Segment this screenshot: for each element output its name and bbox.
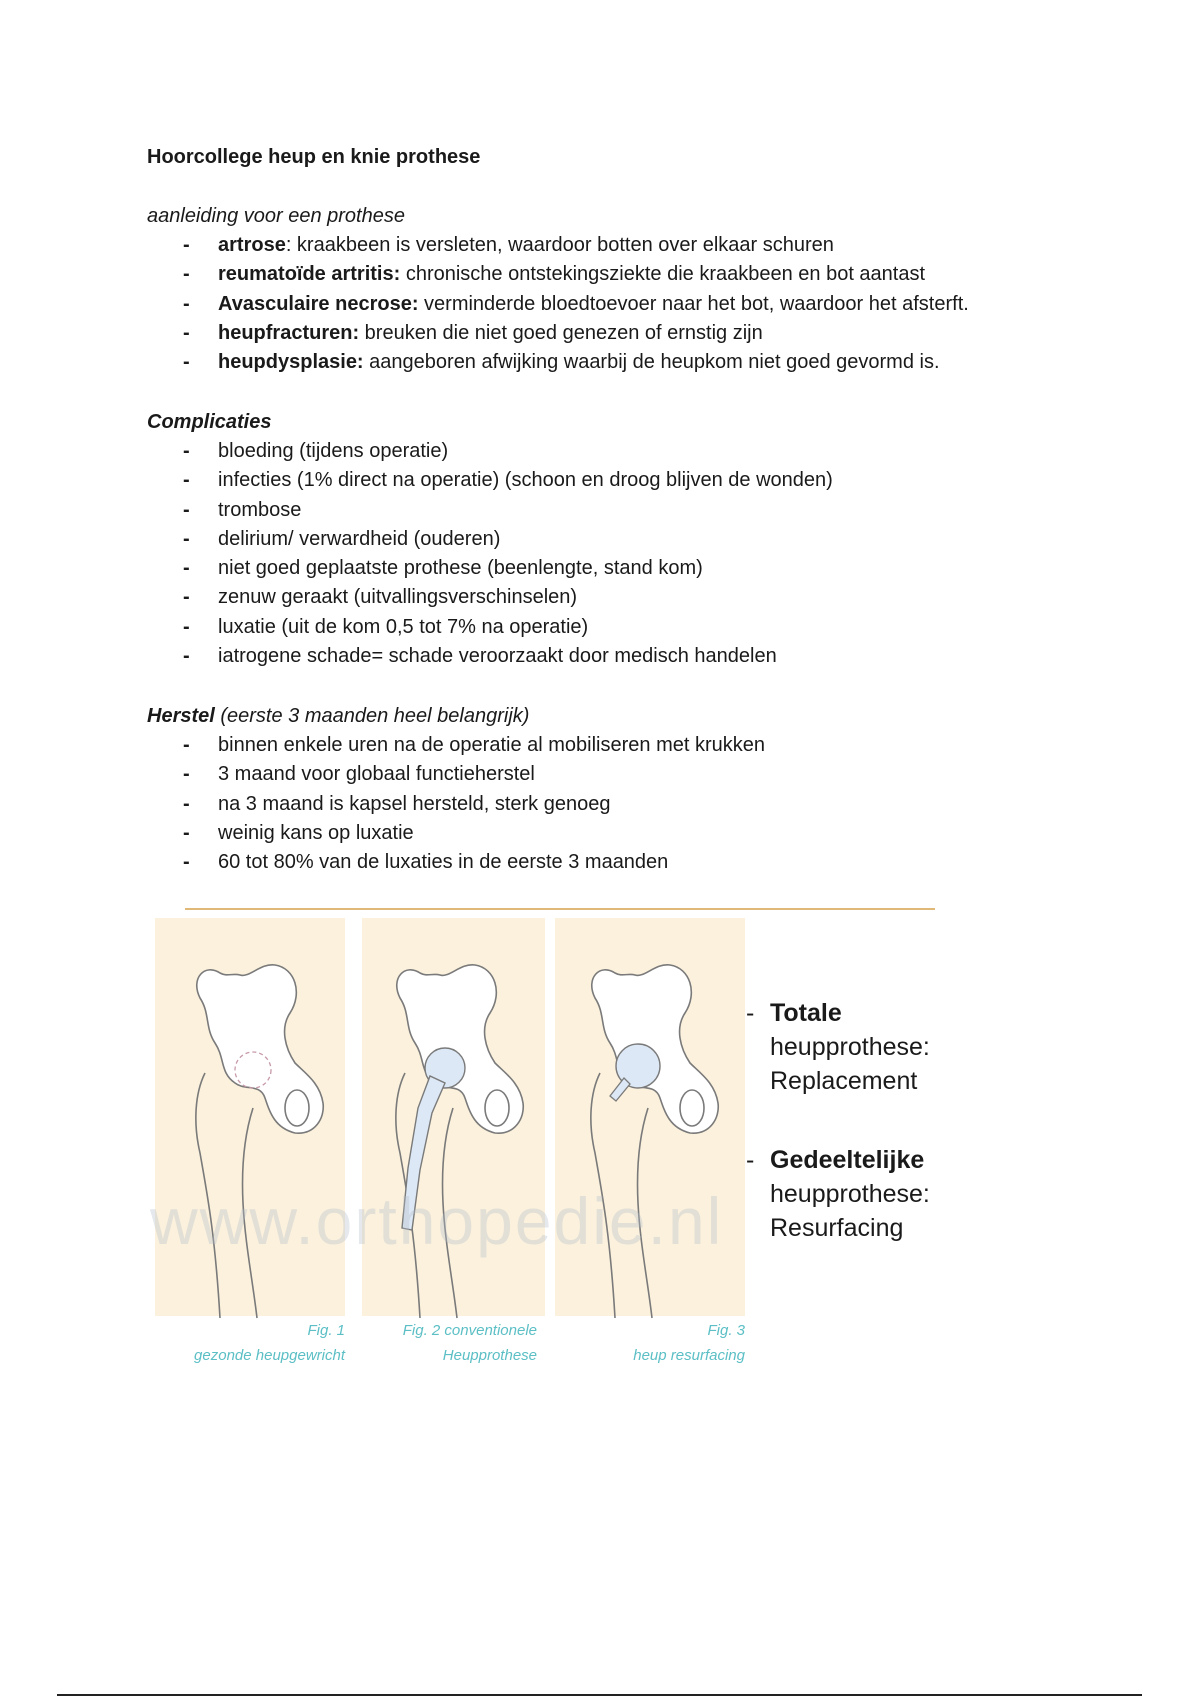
section-heading-aanleiding: aanleiding voor een prothese <box>147 205 405 227</box>
section-heading-herstel: Herstel (eerste 3 maanden heel belangrijk) <box>147 705 530 727</box>
page-title: Hoorcollege heup en knie prothese <box>147 146 481 168</box>
hip-prosthesis-figure: www.orthopedie.nl Fig. 1 gezonde heupgewricht Fig. 2 conventionele Heupprothese Fig. 3 heup resurfacing - Totale heupprothese: Replacement - Gedeeltelijke heupprothese: Resurfacing <box>140 908 970 1368</box>
conventional-prosthesis-illustration <box>396 965 523 1318</box>
healthy-hip-illustration <box>196 965 323 1318</box>
caption-fig1: Fig. 1 gezonde heupgewricht <box>194 1322 345 1364</box>
watermark: www.orthopedie.nl <box>150 1184 724 1258</box>
section-heading-complicaties: Complicaties <box>147 411 272 433</box>
hip-illustrations <box>140 908 970 1328</box>
resurfacing-illustration <box>591 965 718 1318</box>
footer-rule <box>57 1694 1142 1696</box>
caption-fig3: Fig. 3 heup resurfacing <box>633 1322 745 1364</box>
caption-fig2: Fig. 2 conventionele Heupprothese <box>402 1322 537 1364</box>
